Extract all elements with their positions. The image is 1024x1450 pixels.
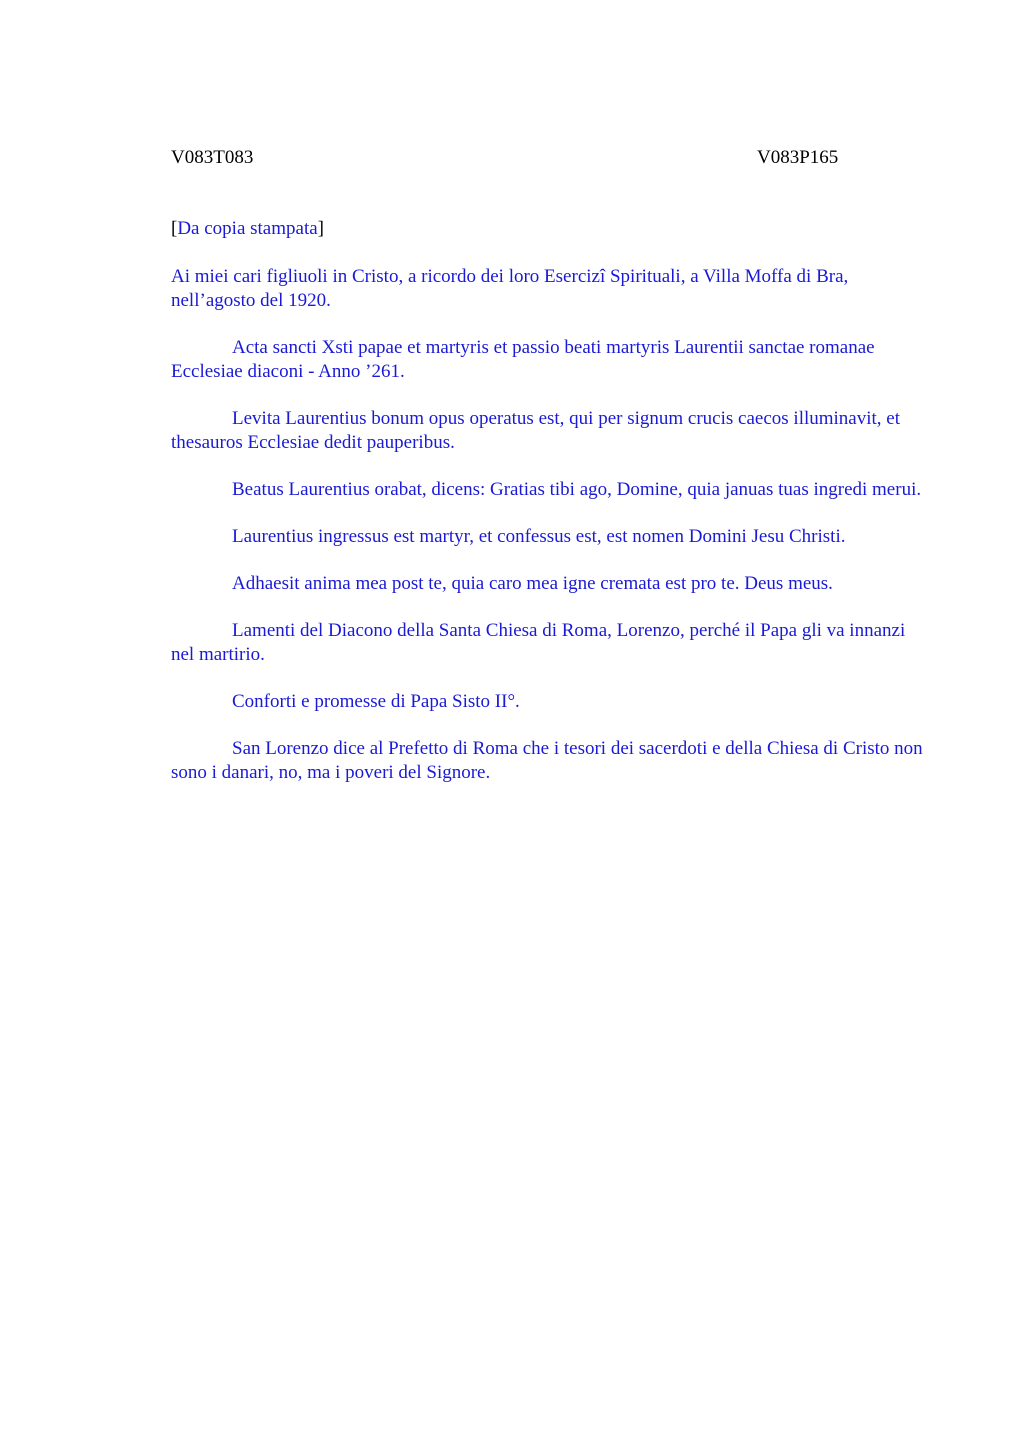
acta-paragraph: Acta sancti Xsti papae et martyris et passio beati martyris Laurentii sanctae romanae Ecclesiae diaconi - Anno ’261. [171, 337, 875, 382]
conforti-paragraph: Conforti e promesse di Papa Sisto II°. [232, 691, 520, 712]
ingressus-paragraph: Laurentius ingressus est martyr, et confessus est, est nomen Domini Jesu Christi. [232, 526, 846, 547]
source-note [171, 217, 931, 241]
source-note-close-bracket: ] [317, 218, 324, 239]
adhaesit-paragraph: Adhaesit anima mea post te, quia caro mea igne cremata est pro te. Deus meus. [232, 573, 833, 594]
dedication-paragraph: Ai miei cari figliuoli in Cristo, a ricordo dei loro Esercizî Spirituali, a Villa Moffa di Bra, nell’agosto del 1920. [171, 266, 849, 311]
source-note-text: Da copia stampata [177, 218, 318, 239]
beatus-paragraph: Beatus Laurentius orabat, dicens: Gratias tibi ago, Domine, quia januas tuas ingredi merui. [232, 479, 922, 500]
source-note-open-bracket: [ [171, 218, 178, 239]
document-body [171, 217, 931, 808]
header-right-code: V083P165 [757, 147, 839, 168]
lamenti-paragraph: Lamenti del Diacono della Santa Chiesa di Roma, Lorenzo, perché il Papa gli va innanzi nel martirio. [171, 620, 906, 665]
header-left-code: V083T083 [171, 147, 254, 168]
san-lorenzo-paragraph: San Lorenzo dice al Prefetto di Roma che i tesori dei sacerdoti e della Chiesa di Cristo non sono i danari, no, ma i poveri del Signore. [171, 738, 923, 783]
levita-paragraph: Levita Laurentius bonum opus operatus est, qui per signum crucis caecos illuminavit, et thesauros Ecclesiae dedit pauperibus. [171, 408, 901, 453]
